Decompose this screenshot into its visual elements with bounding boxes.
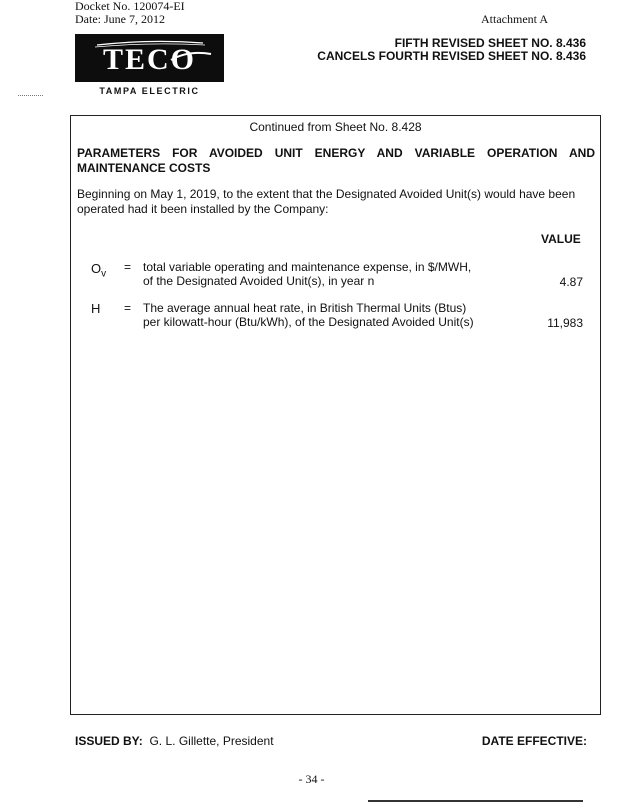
docket-number: Docket No. 120074-EI [75, 0, 185, 13]
date-effective: DATE EFFECTIVE: [481, 734, 587, 748]
intro-paragraph: Beginning on May 1, 2019, to the extent that the Designated Avoided Unit(s) would have been operated had it been installed by the Company: [77, 187, 576, 216]
teco-logo [75, 34, 224, 82]
parameter-symbol: $O_v$ [91, 261, 107, 280]
document-date: Date: June 7, 2012 [75, 12, 165, 26]
parameter-value: 11,983 [547, 316, 583, 330]
issued-by: ISSUED BY: G. L. Gillette, President [75, 734, 274, 748]
cancels-sheet: CANCELS FOURTH REVISED SHEET NO. 8.436 [317, 49, 586, 63]
parameter-description: The average annual heat rate, in British Thermal Units (Btus) per kilowatt-hour (Btu/kWh), of the Designated Avoided Unit(s) [143, 301, 474, 329]
page-number: - 34 - [298, 772, 325, 786]
equals-sign: = [124, 260, 132, 274]
sheet-number: FIFTH REVISED SHEET NO. 8.436 [394, 36, 586, 50]
attachment-label: Attachment A [481, 12, 548, 26]
equals-sign: = [124, 301, 132, 315]
logo-subtitle: TAMPA ELECTRIC [99, 86, 200, 96]
value-column-header: VALUE [541, 232, 581, 246]
tariff-content-box [70, 115, 601, 715]
logo-wordmark: TECO [102, 43, 197, 76]
parameter-symbol: H [91, 301, 101, 316]
margin-mark [18, 95, 43, 96]
continued-note: Continued from Sheet No. 8.428 [249, 120, 422, 134]
section-heading: PARAMETERS FOR AVOIDED UNIT ENERGY AND VARIABLE OPERATION AND MAINTENANCE COSTS [77, 146, 595, 175]
bottom-rule [368, 800, 583, 802]
parameter-value: 4.87 [559, 275, 583, 289]
parameter-description: total variable operating and maintenance expense, in $/MWH, of the Designated Avoided Unit(s), in year n [143, 260, 472, 288]
